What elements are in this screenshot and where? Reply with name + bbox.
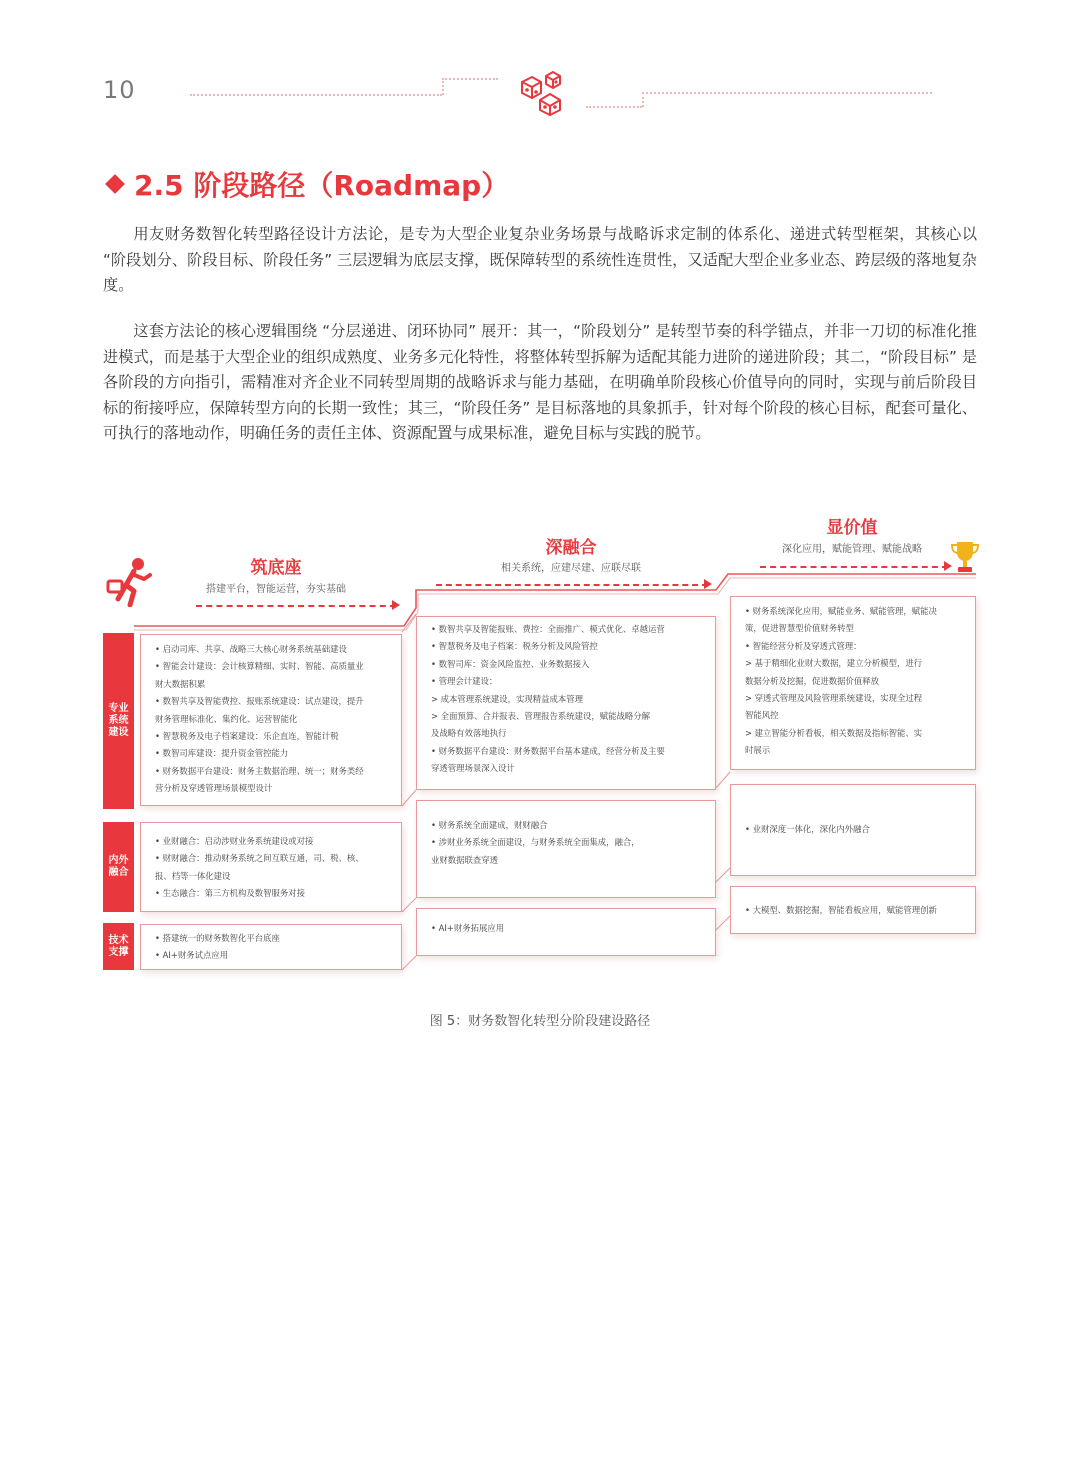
list-item: • 管理会计建设： [431, 676, 498, 687]
list-item: • 财务系统全面建成，财财融合 [431, 820, 548, 830]
list-item: 数据分析及挖掘，促进数据价值释放 [745, 675, 879, 686]
stage-subtitle-value: 深化应用，赋能管理、赋能战略 [782, 544, 922, 555]
roadmap-figure [0, 500, 1080, 980]
list-item: • 财务数据平台建设：财务主数据治理、统一；财务类经 [155, 765, 364, 776]
list-item: • 财务数据平台建设：财务数据平台基本建成，经营分析及主要 [431, 745, 665, 756]
list-item: • 业财融合：启动涉财业务系统建设或对接 [155, 836, 314, 846]
list-item: > 成本管理系统建设，实现精益成本管理 [431, 693, 584, 704]
list-item: • 业财深度一体化，深化内外融合 [745, 824, 870, 834]
diamond-bullet-icon [105, 174, 125, 194]
section-title: 2.5 阶段路径（Roadmap） [134, 169, 510, 202]
row-label-text: 内外融合 [108, 855, 129, 878]
paragraph-logic: 这套方法论的核心逻辑围绕 “分层递进、闭环协同” 展开：其一，“阶段划分” 是转型节奏的科学锚点，并非一刀切的标准化推进模式，而是基于大型企业的组织成熟度、业务多元化特性，将整体转型拆解为适配其能力进阶的递进阶段；其二，“阶段目标” 是各阶段的方向指引，需精准对齐企业不同转型周期的战略诉求与能力基础，在明确单阶段核心价值导向的同时，实现与前后阶段目标的衔接呼应，保障转型方向的长期一致性；其三，“阶段任务” 是目标落地的具象抓手，针对每个阶段的核心目标，配套可量化、可执行的落地动作，明确任务的责任主体、资源配置与成果标准，避免目标与实践的脱节。 [103, 322, 977, 442]
list-item: • 搭建统一的财务数智化平台底座 [155, 933, 280, 943]
list-item: 营分析及穿透管理场景模型设计 [155, 783, 273, 794]
stage-title-foundation: 筑底座 [250, 558, 302, 578]
list-item: > 建立智能分析看板，相关数据及指标智能、实 [745, 727, 923, 738]
cell-fusion-value [730, 784, 976, 876]
row-label-text: 技术支撑 [108, 934, 129, 958]
list-item: > 全面预算、合并报表、管理报告系统建设，赋能战略分解 [431, 711, 651, 722]
cell-tech-integration [416, 908, 716, 956]
figure-caption: 图 5：财务数智化转型分阶段建设路径 [429, 1014, 651, 1029]
section-heading [108, 164, 509, 204]
list-item: 智能风控 [745, 710, 779, 721]
list-item: 报、档等一体化建设 [155, 870, 231, 881]
cell-tech-value [730, 886, 976, 934]
list-item: • 数智司库：资金风险监控、业务数据接入 [431, 658, 590, 669]
list-item: • 生态融合：第三方机构及数智服务对接 [155, 888, 305, 899]
list-item: 业财数据联查穿透 [431, 854, 498, 865]
list-item: 财务管理标准化、集约化、运营智能化 [155, 713, 298, 724]
row-label-text: 专业系统建设 [108, 703, 129, 738]
paragraph-intro: 用友财务数智化转型路径设计方法论，是专为大型企业复杂业务场景与战略诉求定制的体系化、递进式转型框架，其核心以 “阶段划分、阶段目标、阶段任务” 三层逻辑为底层支撑，既保障转型的系统性连贯性，又适配大型企业多业态、跨层级的落地复杂度。 [103, 225, 977, 294]
list-item: • 数智司库建设：提升资金管控能力 [155, 748, 289, 759]
list-item: • 数智共享及智能费控、报账系统建设：试点建设，提升 [155, 696, 364, 707]
row-label-internal-external [103, 822, 134, 912]
list-item: 穿透管理场景深入设计 [431, 763, 515, 774]
header-decoration [0, 0, 1080, 120]
stage-title-integration: 深融合 [545, 538, 597, 558]
cell-tech-foundation [140, 924, 402, 970]
list-item: • 智慧税务及电子档案：税务分析及风险管控 [431, 641, 598, 652]
list-item: • 智能会计建设：会计核算精细、实时、智能、高质量业 [155, 661, 364, 672]
list-item: • 智能经营分析及穿透式管理： [745, 640, 862, 651]
cell-fusion-foundation [140, 822, 402, 912]
list-item: • 财财融合：推动财务系统之间互联互通，司、税、核、 [155, 853, 364, 864]
list-item: • 财务系统深化应用，赋能业务、赋能管理，赋能决 [745, 606, 937, 616]
list-item: • 涉财业务系统全面建设，与财务系统全面集成，融合， [431, 837, 640, 848]
cell-systems-foundation [140, 634, 402, 806]
list-item: 时展示 [745, 745, 771, 756]
page-number: 10 [103, 76, 136, 104]
row-label-tech-support [103, 923, 134, 970]
list-item: > 穿透式管理及风险管理系统建设，实现全过程 [745, 693, 923, 704]
list-item: • 大模型、数据挖掘，智能看板应用，赋能管理创新 [745, 905, 937, 915]
list-item: • AI+财务试点应用 [155, 950, 229, 961]
stage-subtitle-foundation: 搭建平台，智能运营，夯实基础 [206, 584, 346, 595]
list-item: • AI+财务拓展应用 [431, 923, 505, 933]
cell-systems-integration [416, 616, 716, 790]
list-item: 策，促进智慧型价值财务转型 [745, 623, 854, 634]
stage-subtitle-integration: 相关系统，应建尽建、应联尽联 [501, 563, 641, 574]
list-item: • 启动司库、共享、战略三大核心财务系统基础建设 [155, 644, 347, 654]
stage-title-value: 显价值 [826, 518, 878, 538]
cell-systems-value [730, 596, 976, 770]
list-item: 及战略有效落地执行 [431, 728, 507, 739]
cell-fusion-integration [416, 800, 716, 898]
list-item: • 数智共享及智能报账、费控：全面推广、模式优化、卓越运营 [431, 624, 665, 634]
list-item: > 基于精细化业财大数据，建立分析模型，进行 [745, 658, 923, 669]
row-label-professional-systems [103, 633, 134, 809]
dice-icon [516, 70, 568, 116]
list-item: • 智慧税务及电子档案建设：乐企直连，智能计税 [155, 731, 339, 742]
list-item: 财大数据积累 [155, 678, 206, 689]
